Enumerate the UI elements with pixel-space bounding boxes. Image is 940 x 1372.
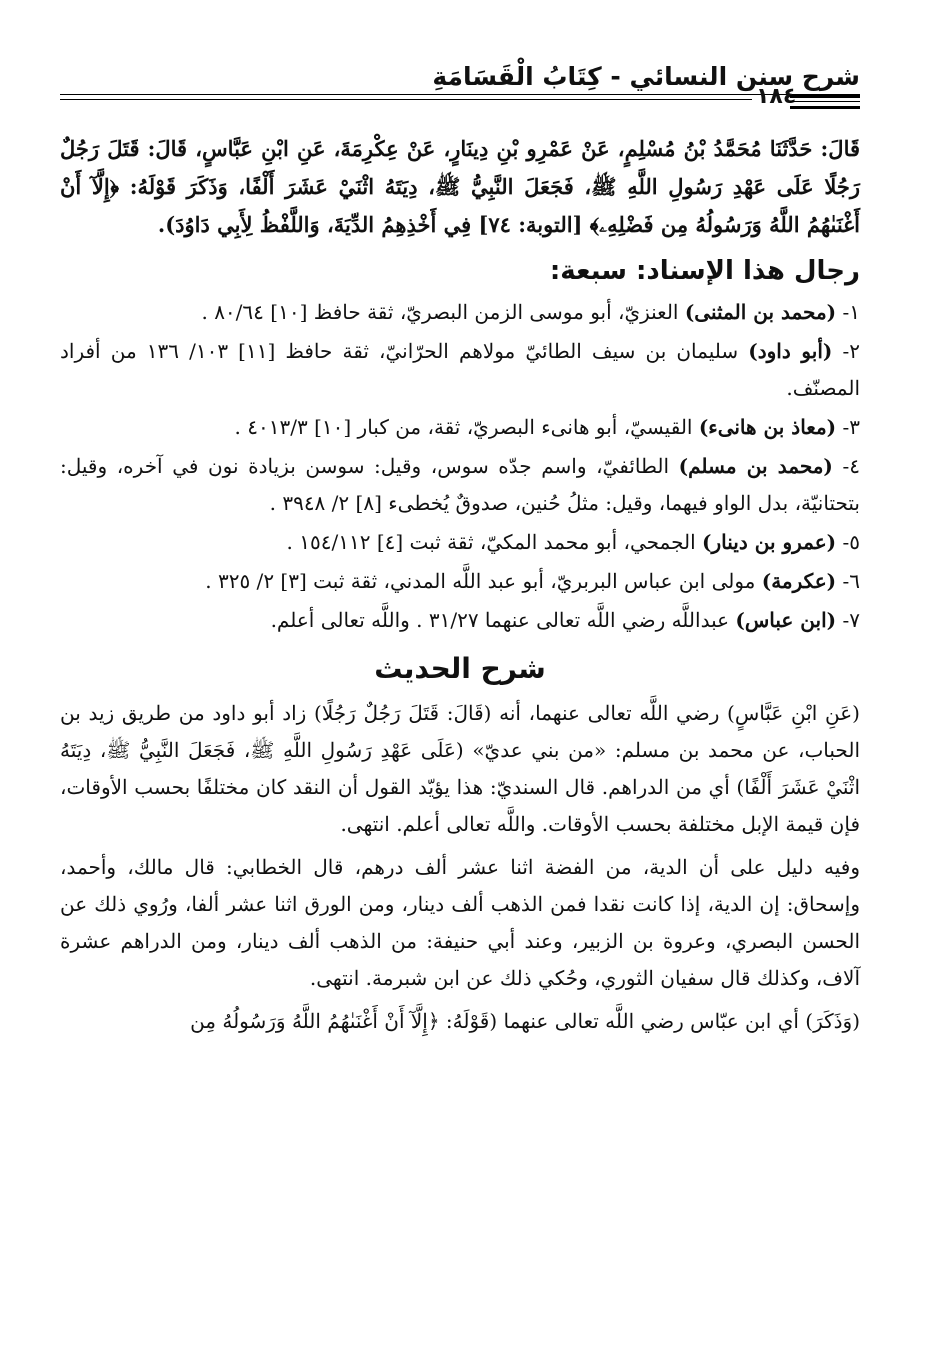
narrator-item (60, 294, 860, 331)
narrator-number: ١- (836, 300, 860, 324)
narrator-item (60, 333, 860, 407)
narrator-name: (عكرمة) (761, 569, 837, 593)
narrator-details: مولى ابن عباس البربريّ، أبو عبد اللَّه المدني، ثقة ثبت [٣] ٢/ ٣٢٥ . (205, 569, 762, 593)
narrator-number: ٤- (832, 454, 860, 478)
narrator-name: (معاذ بن هانىء) (698, 415, 837, 439)
page-body (60, 130, 860, 1040)
narrator-number: ٣- (836, 415, 860, 439)
page-number-rule-3 (790, 106, 860, 109)
page-number: ١٨٤ (756, 84, 797, 109)
narrators-heading: رجال هذا الإسناد: سبعة: (549, 256, 860, 286)
narrator-number: ٧- (836, 608, 860, 632)
sharh-paragraph: (عَنِ ابْنِ عَبَّاسٍ) رضي اللَّه تعالى عنهما، أنه (قَالَ: قَتَلَ رَجُلٌ رَجُلًا) زاد أبو داود من طريق زيد بن الحباب، عن محمد بن مسلم: «من بني عديّ» (عَلَى عَهْدِ رَسُولِ اللَّهِ ﷺ، فَجَعَلَ النَّبِيُّ ﷺ، دِيَتَهُ اثْنَيْ عَشَرَ أَلْفًا) أي من الدراهم. قال السنديّ: هذا يؤيّد القول أن النقد كان مختلفًا بحسب الأوقات، فإن قيمة الإبل مختلفة بحسب الأوقات. واللَّه تعالى أعلم. انتهى. (60, 701, 860, 836)
narrator-details: القيسيّ، أبو هانىء البصريّ، ثقة، من كبار [١٠] ٤٠١٣/٣ . (234, 415, 699, 439)
page-number-rule-1 (790, 95, 860, 98)
narrator-item (60, 563, 860, 600)
narrator-details: سليمان بن سيف الطائيّ مولاهم الحرّانيّ، ثقة حافظ [١١] ١٠٣/ ١٣٦ من أفراد المصنّف. (60, 339, 860, 400)
page-number-rule-2 (790, 101, 860, 102)
hadith-text: قَالَ: حَدَّثَنَا مُحَمَّدُ بْنُ مُسْلِمٍ، عَنْ عَمْرِو بْنِ دِينَارٍ، عَنْ عِكْرِمَةَ، عَنِ ابْنِ عَبَّاسٍ، قَالَ: قَتَلَ رَجُلٌ رَجُلًا عَلَى عَهْدِ رَسُولِ اللَّهِ ﷺ، فَجَعَلَ النَّبِيُّ ﷺ، دِيَتَهُ اثْنَيْ عَشَرَ أَلْفًا، وَذَكَرَ قَوْلَهُ: ﴿إِلَّآ أَنْ أَغْنَىٰهُمُ اللَّهُ وَرَسُولُهُ مِن فَضْلِهِۦ﴾ [التوبة: ٧٤] فِي أَخْذِهِمُ الدِّيَةَ، وَاللَّفْظُ لِأَبِي دَاوُدَ). (60, 136, 860, 237)
narrators-list (60, 294, 860, 639)
sharh-heading: شرح الحديث (374, 652, 546, 685)
narrator-item (60, 602, 860, 639)
narrator-name: (عمرو بن دينار) (702, 530, 837, 554)
narrator-details: الجمحي، أبو محمد المكيّ، ثقة ثبت [٤] ١٥٤/١١٢ . (286, 530, 703, 554)
narrator-item (60, 409, 860, 446)
sharh-paragraph: وفيه دليل على أن الدية، من الفضة اثنا عشر ألف درهم، قال الخطابي: قال مالك، وأحمد، وإسحاق: إن الدية، إذا كانت نقدا فمن الذهب ألف دينار، ومن الورق اثنا عشر ألفا، ورُوي ذلك عن الحسن البصري، وعروة بن الزبير، وعند أبي حنيفة: من الذهب ألف دينار، ومن الدراهم عشرة آلاف، وكذلك قال سفيان الثوري، وحُكي ذلك عن ابن شبرمة. انتهى. (60, 855, 860, 990)
header-rule (60, 94, 860, 95)
narrator-name: (أبو داود) (748, 339, 833, 363)
narrator-name: (ابن عباس) (735, 608, 837, 632)
narrator-name: (محمد بن مسلم) (678, 454, 833, 478)
book-page (60, 0, 860, 1372)
narrator-number: ٦- (836, 569, 860, 593)
narrator-details: العنزيّ، أبو موسى الزمن البصريّ، ثقة حافظ [١٠] ٨٠/٦٤ . (201, 300, 685, 324)
sharh-paragraph: (وَذَكَرَ) أي ابن عبّاس رضي اللَّه تعالى عنهما (قَوْلَهُ: ﴿إِلَّآ أَنْ أَغْنَىٰهُمُ اللَّهُ وَرَسُولُهُ مِن (190, 1009, 860, 1033)
narrator-number: ٥- (836, 530, 860, 554)
running-title: شرح سنن النسائي - كِتَابُ الْقَسَامَةِ (432, 62, 860, 91)
narrator-item (60, 524, 860, 561)
narrator-details: عبداللَّه رضي اللَّه تعالى عنهما ٣١/٢٧ . واللَّه تعالى أعلم. (270, 608, 736, 632)
narrator-number: ٢- (832, 339, 860, 363)
header-rule-thin (60, 99, 752, 100)
narrator-item (60, 448, 860, 522)
narrator-details: الطائفيّ، واسم جدّه سوس، وقيل: سوسن بزيادة نون في آخره، وقيل: بتحتانيّة، بدل الواو فيهما، وقيل: مثلُ حُنين، صدوقٌ يُخطىء [٨] ٢/ ٣٩٤٨ . (60, 454, 860, 515)
narrator-name: (محمد بن المثنى) (684, 300, 837, 324)
